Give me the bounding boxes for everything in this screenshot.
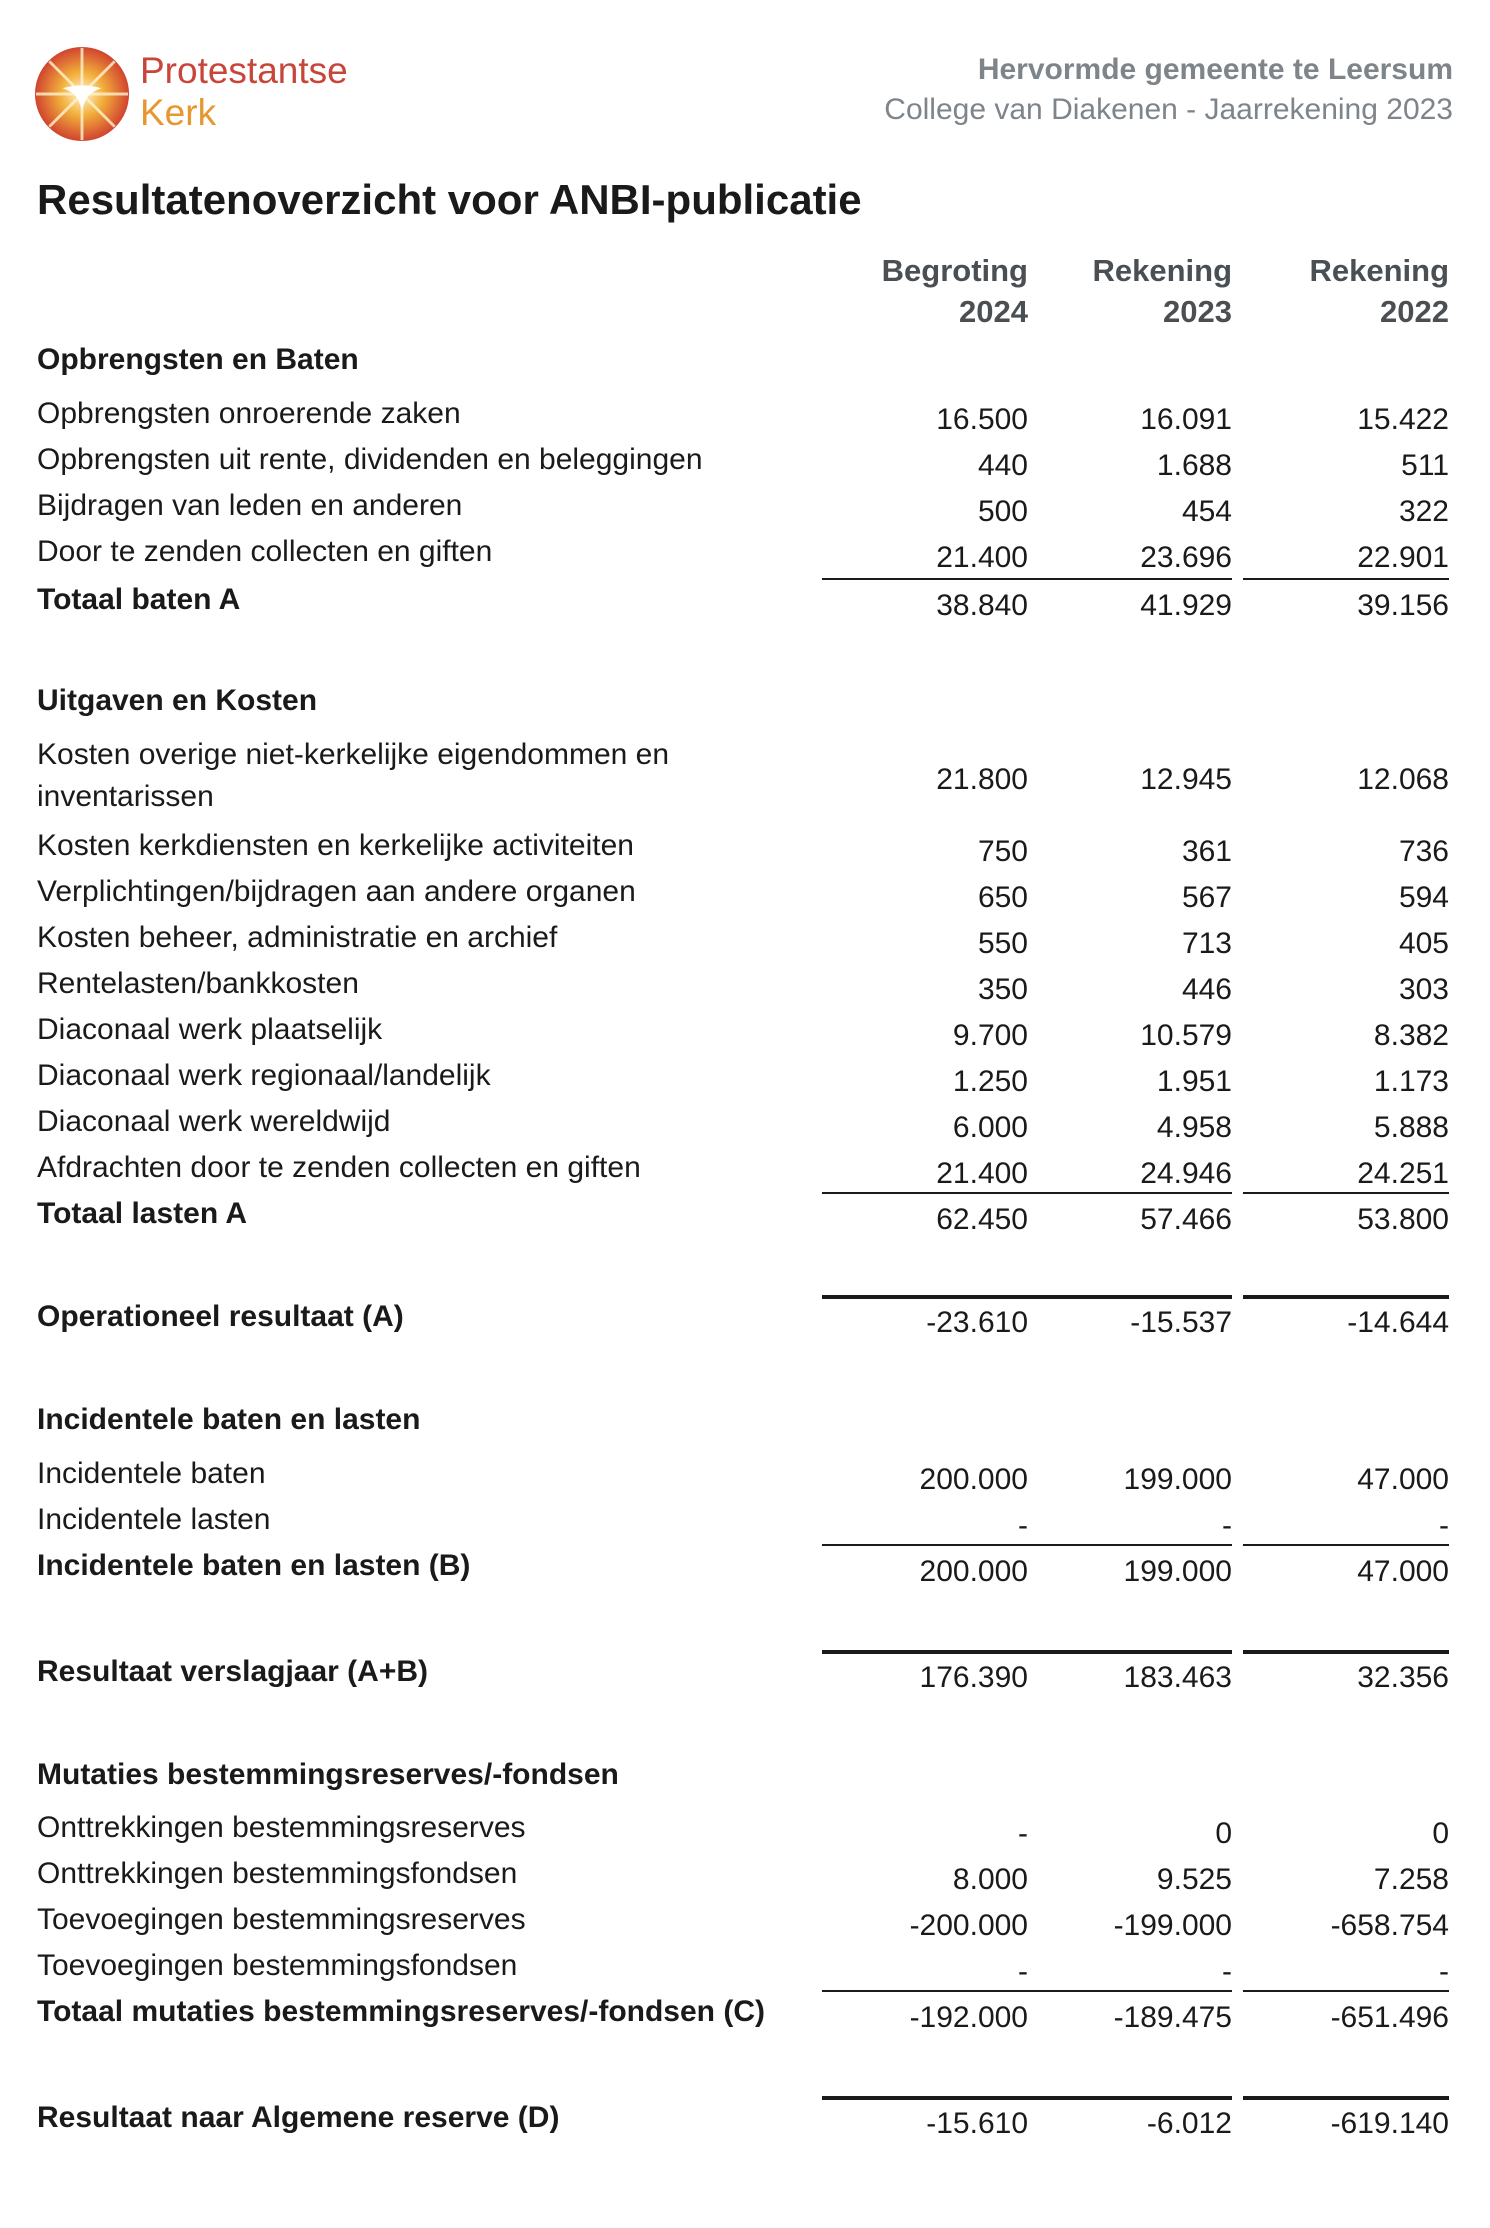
- row-label: Toevoegingen bestemmingsfondsen: [37, 1949, 518, 1982]
- section-heading-incidenteel: Incidentele baten en lasten: [37, 1403, 421, 1436]
- result-row-general-reserve: [0, 2098, 1490, 2144]
- table-row: [0, 394, 1490, 440]
- document-subtitle: College van Diakenen - Jaarrekening 2023: [884, 93, 1453, 126]
- row-label: Opbrengsten onroerende zaken: [37, 397, 461, 430]
- table-row: [0, 1900, 1490, 1946]
- value-2024: 9.700: [952, 1019, 1028, 1052]
- value-2024: 176.390: [919, 1661, 1028, 1694]
- value-2022: 1.173: [1373, 1065, 1449, 1098]
- row-label: Opbrengsten uit rente, dividenden en beleggingen: [37, 443, 703, 476]
- value-2023: 24.946: [1140, 1157, 1232, 1190]
- value-2024: 62.450: [936, 1203, 1028, 1236]
- value-2022: 47.000: [1357, 1463, 1449, 1496]
- value-2023: 12.945: [1140, 763, 1232, 796]
- total-row: [0, 1992, 1490, 2038]
- section-heading-mutaties: Mutaties bestemmingsreserves/-fondsen: [37, 1758, 619, 1791]
- value-2023: -189.475: [1113, 2001, 1232, 2034]
- total-row: [0, 1194, 1490, 1240]
- row-label: Totaal lasten A: [37, 1197, 248, 1230]
- row-label: Incidentele baten: [37, 1457, 266, 1490]
- value-2024: 650: [977, 881, 1028, 914]
- value-2022: 24.251: [1357, 1157, 1449, 1190]
- row-label: Incidentele baten en lasten (B): [37, 1549, 471, 1582]
- value-2022: 736: [1398, 835, 1449, 868]
- page-title: Resultatenoverzicht voor ANBI-publicatie: [37, 176, 862, 223]
- value-2024: -: [1018, 1817, 1028, 1850]
- row-label: Kosten overige niet-kerkelijke eigendommen en inventarissen: [37, 738, 670, 813]
- value-2023: 16.091: [1140, 403, 1232, 436]
- value-2023: 199.000: [1123, 1463, 1232, 1496]
- row-label: Onttrekkingen bestemmingsreserves: [37, 1811, 526, 1844]
- row-label: Resultaat naar Algemene reserve (D): [37, 2101, 560, 2134]
- value-2024: -200.000: [909, 1909, 1028, 1942]
- value-2023: 10.579: [1140, 1019, 1232, 1052]
- value-2024: 21.400: [936, 541, 1028, 574]
- row-label: Afdrachten door te zenden collecten en giften: [37, 1151, 641, 1184]
- value-2024: 550: [977, 927, 1028, 960]
- value-2024: 200.000: [919, 1555, 1028, 1588]
- value-2023: 9.525: [1156, 1863, 1232, 1896]
- value-2023: 183.463: [1123, 1661, 1232, 1694]
- value-2023: 0: [1215, 1817, 1232, 1850]
- value-2022: -619.140: [1330, 2107, 1449, 2140]
- value-2022: 8.382: [1373, 1019, 1449, 1052]
- value-2023: -6.012: [1146, 2107, 1232, 2140]
- result-row-year: [0, 1652, 1490, 1698]
- table-row: [0, 918, 1490, 964]
- value-2022: 39.156: [1357, 589, 1449, 622]
- row-label: Diaconaal werk wereldwijd: [37, 1105, 391, 1138]
- table-row: [0, 1148, 1490, 1194]
- row-label: Totaal baten A: [37, 583, 241, 616]
- value-2023: -: [1222, 1509, 1232, 1542]
- value-2022: 12.068: [1357, 763, 1449, 796]
- value-2024: -192.000: [909, 2001, 1028, 2034]
- result-row-operational: [0, 1297, 1490, 1343]
- value-2022: -: [1439, 1955, 1449, 1988]
- value-2023: -: [1222, 1955, 1232, 1988]
- row-label: Toevoegingen bestemmingsreserves: [37, 1903, 526, 1936]
- value-2024: -: [1018, 1955, 1028, 1988]
- value-2023: 713: [1181, 927, 1232, 960]
- value-2023: -199.000: [1113, 1909, 1232, 1942]
- value-2023: -15.537: [1130, 1306, 1232, 1339]
- value-2022: -: [1439, 1509, 1449, 1542]
- table-row: [0, 1854, 1490, 1900]
- table-row: [0, 440, 1490, 486]
- value-2024: -: [1018, 1509, 1028, 1542]
- value-2024: 8.000: [952, 1863, 1028, 1896]
- row-label: Operationeel resultaat (A): [37, 1300, 404, 1333]
- row-label: Totaal mutaties bestemmingsreserves/-fondsen (C): [37, 1995, 765, 2028]
- table-row: [0, 1056, 1490, 1102]
- row-label: Onttrekkingen bestemmingsfondsen: [37, 1857, 518, 1890]
- value-2022: 53.800: [1357, 1203, 1449, 1236]
- value-2023: 4.958: [1156, 1111, 1232, 1144]
- total-row: [0, 580, 1490, 626]
- value-2022: -658.754: [1330, 1909, 1449, 1942]
- table-row: [0, 1454, 1490, 1500]
- table-row: [0, 1102, 1490, 1148]
- value-2022: 32.356: [1357, 1661, 1449, 1694]
- total-row: [0, 1546, 1490, 1592]
- value-2024: 500: [977, 495, 1028, 528]
- column-header-rekening-2023: Rekening 2023: [1092, 253, 1232, 329]
- value-2024: 200.000: [919, 1463, 1028, 1496]
- table-row: [0, 826, 1490, 872]
- value-2022: 0: [1432, 1817, 1449, 1850]
- table-row: [0, 1808, 1490, 1854]
- value-2024: 440: [977, 449, 1028, 482]
- value-2024: 750: [977, 835, 1028, 868]
- value-2022: 5.888: [1373, 1111, 1449, 1144]
- table-row: [0, 964, 1490, 1010]
- value-2022: 594: [1398, 881, 1449, 914]
- value-2024: 21.800: [936, 763, 1028, 796]
- value-2023: 1.688: [1156, 449, 1232, 482]
- table-row: [0, 486, 1490, 532]
- table-row: [0, 532, 1490, 578]
- value-2024: 16.500: [936, 403, 1028, 436]
- row-label: Rentelasten/bankkosten: [37, 967, 359, 1000]
- row-label: Incidentele lasten: [37, 1503, 271, 1536]
- row-label: Diaconaal werk regionaal/landelijk: [37, 1059, 491, 1092]
- row-label: Kosten kerkdiensten en kerkelijke activiteiten: [37, 829, 634, 862]
- value-2023: 567: [1181, 881, 1232, 914]
- value-2022: -14.644: [1347, 1306, 1449, 1339]
- row-label: Verplichtingen/bijdragen aan andere organen: [37, 875, 636, 908]
- value-2024: -23.610: [926, 1306, 1028, 1339]
- logo-wordmark: [140, 50, 348, 134]
- row-label: Diaconaal werk plaatselijk: [37, 1013, 383, 1046]
- value-2023: 41.929: [1140, 589, 1232, 622]
- value-2022: 15.422: [1357, 403, 1449, 436]
- value-2023: 57.466: [1140, 1203, 1232, 1236]
- value-2023: 454: [1181, 495, 1232, 528]
- logo-line-2: Kerk: [140, 92, 217, 133]
- section-heading-baten: Opbrengsten en Baten: [37, 343, 359, 376]
- table-row: [0, 734, 1490, 820]
- value-2024: -15.610: [926, 2107, 1028, 2140]
- value-2022: 322: [1398, 495, 1449, 528]
- value-2023: 446: [1181, 973, 1232, 1006]
- logo-line-1: Protestantse: [140, 50, 348, 91]
- protestantse-kerk-logo: [34, 46, 130, 142]
- value-2023: 199.000: [1123, 1555, 1232, 1588]
- value-2023: 23.696: [1140, 541, 1232, 574]
- value-2024: 38.840: [936, 589, 1028, 622]
- organisation-name: Hervormde gemeente te Leersum: [977, 53, 1453, 86]
- section-heading-lasten: Uitgaven en Kosten: [37, 684, 318, 717]
- value-2023: 1.951: [1156, 1065, 1232, 1098]
- column-header-begroting-2024: Begroting 2024: [881, 253, 1028, 329]
- row-label: Kosten beheer, administratie en archief: [37, 921, 558, 954]
- row-label: Bijdragen van leden en anderen: [37, 489, 463, 522]
- row-label: Resultaat verslagjaar (A+B): [37, 1655, 428, 1688]
- value-2022: -651.496: [1330, 2001, 1449, 2034]
- value-2024: 350: [977, 973, 1028, 1006]
- table-row: [0, 1946, 1490, 1992]
- value-2022: 511: [1401, 449, 1449, 482]
- value-2023: 361: [1181, 835, 1232, 868]
- value-2022: 303: [1398, 973, 1449, 1006]
- document-header: [884, 50, 1453, 130]
- row-label: Door te zenden collecten en giften: [37, 535, 493, 568]
- value-2022: 7.258: [1373, 1863, 1449, 1896]
- table-row: [0, 872, 1490, 918]
- value-2022: 47.000: [1357, 1555, 1449, 1588]
- value-2024: 21.400: [936, 1157, 1028, 1190]
- value-2022: 405: [1398, 927, 1449, 960]
- table-row: [0, 1010, 1490, 1056]
- value-2024: 1.250: [952, 1065, 1028, 1098]
- value-2022: 22.901: [1357, 541, 1449, 574]
- column-header-rekening-2022: Rekening 2022: [1309, 253, 1449, 329]
- table-row: [0, 1500, 1490, 1546]
- value-2024: 6.000: [952, 1111, 1028, 1144]
